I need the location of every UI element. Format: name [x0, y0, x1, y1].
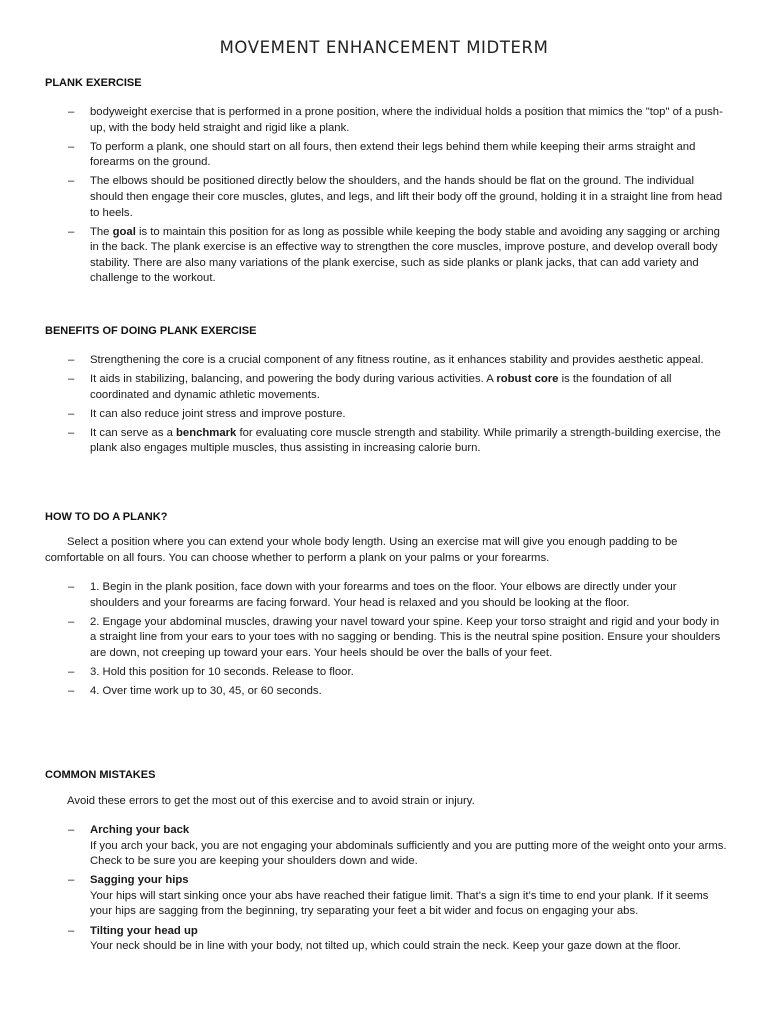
common-mistakes-intro: Avoid these errors to get the most out of this exercise and to avoid strain or injury. [67, 795, 475, 807]
list-item [0, 665, 768, 681]
dash-bullet: – [68, 373, 75, 386]
item-text: 1. Begin in the plank position, face down with your forearms and toes on the floor. Your elbows are directly under your shoulders and your forearms are facing forward. Your head is relaxed and you should be looking at the floor. [90, 581, 677, 609]
list-item [0, 580, 768, 611]
mistake-title: Tilting your head up [90, 924, 198, 937]
page-title: MOVEMENT ENHANCEMENT MIDTERM [219, 38, 549, 57]
dash-bullet: – [68, 874, 75, 887]
mistake-title: Arching your back [90, 824, 190, 836]
dash-bullet: – [68, 615, 75, 628]
item-text-pre: It aids in stabilizing, balancing, and powering the body during various activities. A [90, 373, 497, 386]
section-heading-common-mistakes: COMMON MISTAKES [45, 769, 156, 781]
list-item [0, 615, 768, 662]
item-text: 2. Engage your abdominal muscles, drawing your navel toward your spine. Keep your torso straight and rigid and your body in a straight line from your ears to your toes with no sagging or bending. This is the neutral spine position. Ensure your shoulders are down, not creeping up toward your ears. Your heels should be over the balls of your feet. [90, 615, 721, 659]
dash-bullet: – [68, 407, 75, 420]
dash-bullet: – [68, 225, 75, 238]
dash-bullet: – [68, 106, 75, 118]
item-text-pre: The [90, 225, 113, 238]
section-heading-how-to: HOW TO DO A PLANK? [45, 511, 168, 523]
item-text: 3. Hold this position for 10 seconds. Release to floor. [90, 665, 354, 678]
how-to-intro: Select a position where you can extend your whole body length. Using an exercise mat will give you enough padding to be comfortable on all fours. You can choose whether to perform a plank on your palms or your forearms. [45, 536, 678, 564]
item-text: bodyweight exercise that is performed in a prone position, where the individual holds a position that mimics the "top" of a push-up, with the body held straight and rigid like a plank. [90, 106, 723, 134]
list-item [0, 407, 768, 423]
item-text-bold: goal [112, 225, 136, 238]
list-item [0, 426, 768, 457]
dash-bullet: – [68, 140, 75, 153]
list-item [0, 823, 768, 870]
dash-bullet: – [68, 665, 75, 678]
list-item [0, 372, 768, 403]
item-text-post: is the foundation of all coordinated and dynamic athletic movements. [90, 373, 672, 401]
how-to-steps-list [0, 580, 768, 703]
item-text: To perform a plank, one should start on all fours, then extend their legs behind them while keeping their arms straight and forearms on the ground. [90, 140, 696, 169]
plank-exercise-list [0, 105, 768, 291]
dash-bullet: – [68, 426, 75, 439]
mistake-title: Sagging your hips [90, 874, 189, 887]
mistake-text: Your hips will start sinking once your abs have reached their fatigue limit. That's a sign it's time to end your plank. If it seems your hips are sagging from the beginning, try separating your feet a bit wider and focus on engaging your abs. [90, 889, 709, 918]
list-item [0, 684, 768, 700]
item-text: Strengthening the core is a crucial component of any fitness routine, as it enhances stability and provides aesthetic appeal. [90, 354, 704, 366]
mistake-text: If you arch your back, you are not engaging your abdominals sufficiently and you are putting more of the weight onto your arms. Check to be sure you are keeping your shoulders down and wide. [90, 839, 727, 868]
list-item [0, 174, 768, 221]
list-item [0, 873, 768, 920]
mistake-text: Your neck should be in line with your body, not tilted up, which could strain the neck. Keep your gaze down at the floor. [90, 940, 681, 953]
dash-bullet: – [68, 685, 75, 698]
section-heading-plank-exercise: PLANK EXERCISE [45, 77, 142, 89]
dash-bullet: – [68, 175, 75, 188]
item-text: It can also reduce joint stress and improve posture. [90, 407, 346, 420]
dash-bullet: – [68, 824, 75, 836]
item-text-pre: It can serve as a [90, 426, 177, 439]
common-mistakes-list [0, 823, 768, 958]
item-text-bold: benchmark [176, 426, 237, 439]
list-item [0, 105, 768, 136]
benefits-list [0, 353, 768, 461]
item-text-post: for evaluating core muscle strength and stability. While primarily a strength-building exercise, the plank also engages multiple muscles, thus assisting in increasing calorie burn. [90, 426, 721, 455]
list-item [0, 140, 768, 171]
item-text: 4. Over time work up to 30, 45, or 60 seconds. [90, 685, 322, 698]
list-item [0, 225, 768, 287]
section-heading-benefits: BENEFITS OF DOING PLANK EXERCISE [45, 325, 257, 337]
item-text-post: is to maintain this position for as long as possible while keeping the body stable and avoiding any sagging or arching in the back. The plank exercise is an effective way to strengthen the core muscles, improve posture, and develop overall body stability. There are also many variations of the plank exercise, such as side planks or plank jacks, that can add variety and challenge to the workout. [90, 225, 720, 285]
list-item [0, 353, 768, 369]
dash-bullet: – [68, 924, 75, 937]
list-item [0, 924, 768, 955]
dash-bullet: – [68, 354, 75, 366]
item-text: The elbows should be positioned directly below the shoulders, and the hands should be flat on the ground. The individual should then engage their core muscles, glutes, and legs, and lift their body off the ground, holding it in a straight line from head to heels. [90, 175, 723, 219]
dash-bullet: – [68, 581, 75, 593]
item-text-bold: robust core [496, 373, 559, 386]
